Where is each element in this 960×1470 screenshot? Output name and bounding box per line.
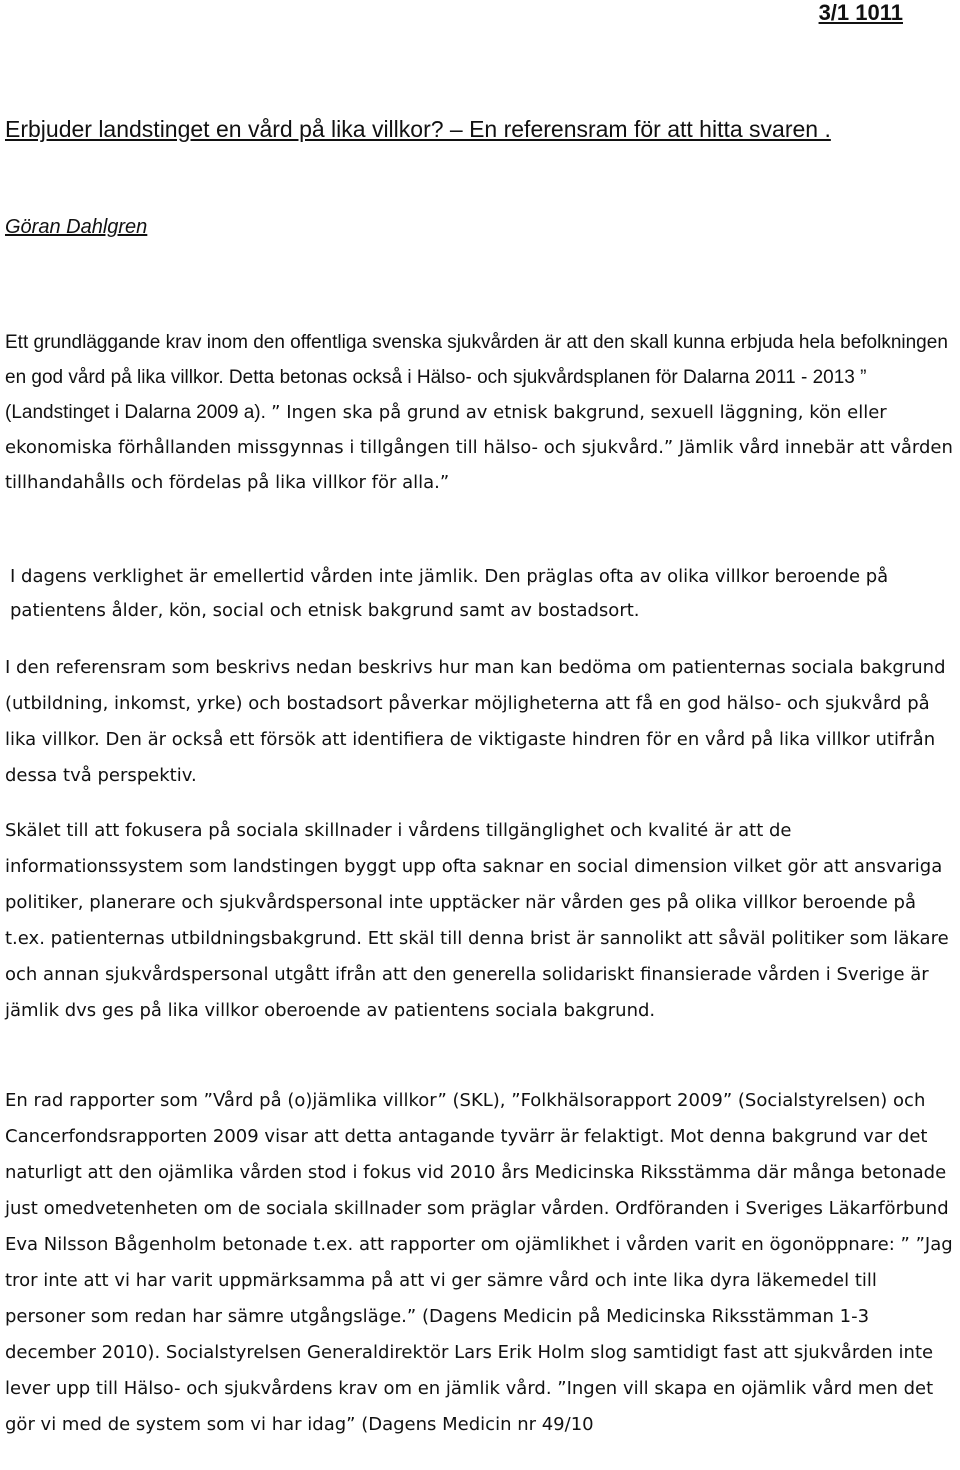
paragraph-intro-part-1: Ett grundläggande krav inom den offentliga svenska sjukvården är att den skall kunna erbjuda hela befolkningen en god vård på lika villkor. Detta betonas också i Hälso- och sjukvårdsplanen för Dalarna 2011 - 2013 ” (Landstinget i Dalarna 2009 a). bbox=[5, 332, 948, 423]
paragraph-reason: Skälet till att fokusera på sociala skillnader i vårdens tillgänglighet och kvalité är att de informationssystem som landstingen byggt upp ofta saknar en social dimension vilket gör att ansvariga politiker, planerare och sjukvårdspersonal inte upptäcker när vården ges på olika villkor beroende på t.ex. patienternas utbildningsbakgrund. Ett skäl till denna brist är sannolikt att såväl politiker som läkare och annan sjukvårdspersonal utgått ifrån att den generella solidariskt finansierade vården i Sverige är jämlik dvs ges på lika villkor oberoende av patientens sociala bakgrund. bbox=[5, 820, 949, 1021]
paragraph-intro-part-2: ” Ingen ska på grund av etnisk bakgrund, sexuell läggning, kön eller ekonomiska förhållanden missgynnas i tillgången till hälso- och sjukvård.” Jämlik vård innebär att vården tillhandahålls och fördelas på lika villkor för alla.” bbox=[5, 402, 953, 493]
document-date: 3/1 1011 bbox=[818, 0, 903, 25]
paragraph-reports: En rad rapporter som ”Vård på (o)jämlika villkor” (SKL), ”Folkhälsorapport 2009” (Socialstyrelsen) och Cancerfondsrapporten 2009 visar att detta antagande tyvärr är felaktigt. Mot denna bakgrund var det naturligt att den ojämlika vården stod i fokus vid 2010 års Medicinska Riksstämma där många betonade just omedvetenheten om de sociala skillnader som präglar vården. Ordföranden i Sveriges Läkarförbund Eva Nilsson Bågenholm betonade t.ex. att rapporter om ojämlikhet i vården varit en ögonöppnare: ” ”Jag tror inte att vi har varit uppmärksamma på att vi ger sämre vård och inte lika dyra läkemedel till personer som redan har sämre utgångsläge.” (Dagens Medicin på Medicinska Riksstämman 1-3 december 2010). Socialstyrelsen Generaldirektör Lars Erik Holm slog samtidigt fast att sjukvården inte lever upp till Hälso- och sjukvårdens krav om en jämlik vård. ”Ingen vill skapa en ojämlik vård men det gör vi med de system som vi har idag” (Dagens Medicin nr 49/10 bbox=[5, 1090, 953, 1435]
paragraph-reality: I dagens verklighet är emellertid vården inte jämlik. Den präglas ofta av olika villkor beroende på patientens ålder, kön, social och etnisk bakgrund samt av bostadsort. bbox=[10, 566, 889, 621]
paragraph-intro bbox=[5, 325, 957, 500]
article-title: Erbjuder landstinget en vård på lika villkor? – En referensram för att hitta svaren . bbox=[5, 116, 831, 142]
author-name: Göran Dahlgren bbox=[5, 216, 148, 238]
paragraph-framework: I den referensram som beskrivs nedan beskrivs hur man kan bedöma om patienternas sociala bakgrund (utbildning, inkomst, yrke) och bostadsort påverkar möjligheterna att få en god hälso- och sjukvård på lika villkor. Den är också ett försök att identifiera de viktigaste hindren för en vård på lika villkor utifrån dessa två perspektiv. bbox=[5, 657, 946, 786]
